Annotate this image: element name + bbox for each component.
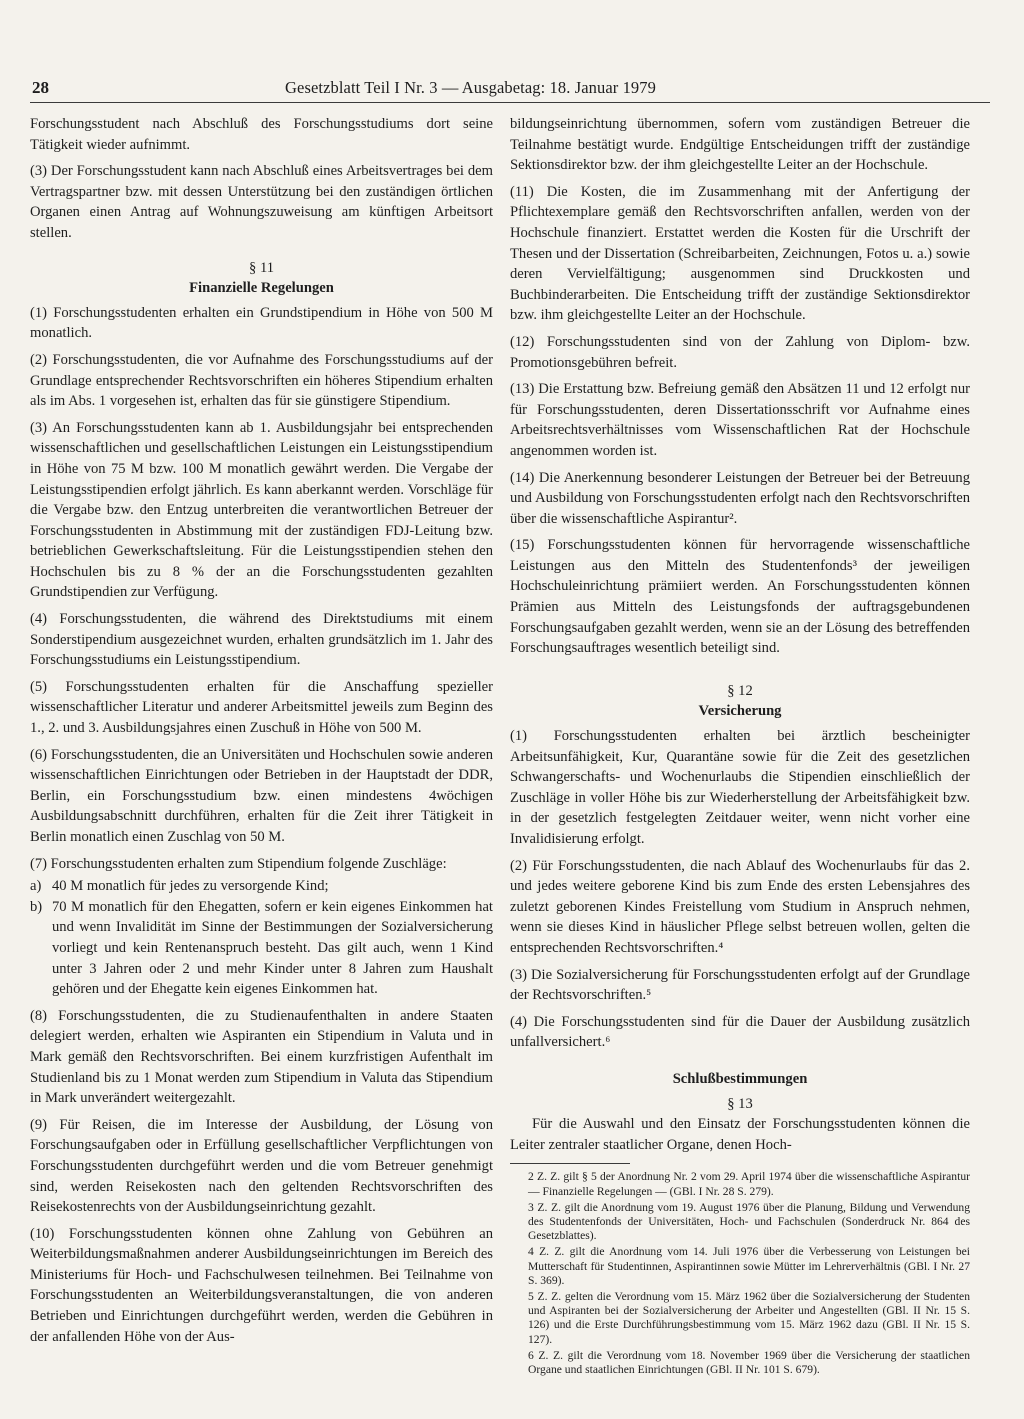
footnote: 2 Z. Z. gilt § 5 der Anordnung Nr. 2 vom 29. April 1974 über die wissenschaftliche Aspirantur — Finanzielle Regelungen — (GBl. I Nr. 28 S. 279). xyxy=(528,1170,970,1198)
header-title: Gesetzblatt Teil I Nr. 3 — Ausgabetag: 18. Januar 1979 xyxy=(285,78,656,97)
paragraph: bildungseinrichtung übernommen, sofern vom zuständigen Betreuer die Teilnahme bestätigt wurde. Endgültige Entscheidungen trifft der zuständige Sektionsdirektor bzw. der ihm gleichgestellte Leiter an der Hochschule. xyxy=(510,116,970,174)
list-item xyxy=(30,897,493,1000)
footnote: 6 Z. Z. gilt die Verordnung vom 18. November 1969 über die Versicherung der staatlichen Organe und staatlichen Einrichtungen (GBl. II Nr. 101 S. 679). xyxy=(528,1348,970,1376)
paragraph: Forschungsstudent nach Abschluß des Forschungsstudiums dort seine Tätigkeit wieder aufnimmt. xyxy=(30,116,493,153)
list-item-label: a) xyxy=(30,878,42,895)
paragraph: (5) Forschungsstudenten erhalten für die Anschaffung spezieller wissenschaftlicher Literatur und anderer Arbeitsmittel jeweils zum Beginn des 1., 2. und 3. Ausbildungsjahres einen Zuschuß in Höhe von 500 M. xyxy=(30,678,493,737)
section-number: § 11 xyxy=(249,259,274,276)
paragraph: (9) Für Reisen, die im Interesse der Ausbildung, der Lösung von Forschungsaufgaben oder in Erfüllung gesellschaftlicher Verpflichtungen von Forschungsstudenten durchgeführt werden und die vom Betreuer genehmigt sind, werden Reisekosten nach den geltenden Rechtsvorschriften des Reisekostenrechts von der Ausbildungseinrichtung gezahlt. xyxy=(30,1116,493,1216)
list-item-label: b) xyxy=(30,898,43,915)
paragraph: (6) Forschungsstudenten, die an Universitäten und Hochschulen sowie anderen wissenschaftlichen Einrichtungen oder Betrieben in der Hauptstadt der DDR, Berlin, ein Forschungsstudium bzw. einen mindestens 4wöchigen Ausbildungsabschnitt durchführen, erhalten für die Zeit ihrer Tätigkeit in Berlin monatlich einen Zuschlag von 50 M. xyxy=(30,746,493,845)
paragraph: (4) Forschungsstudenten, die während des Direktstudiums mit einem Sonderstipendium ausgezeichnet wurden, erhalten grundsätzlich im 1. Jahr des Forschungsstudiums ein Leistungsstipendium. xyxy=(30,611,493,669)
footnote: 3 Z. Z. gilt die Anordnung vom 19. August 1976 über die Planung, Bildung und Verwendung des Studentenfonds der Universitäten, Hoch- und Fachschulen (Sonderdruck Nr. 864 des Gesetzblattes). xyxy=(528,1200,970,1243)
footnote-divider xyxy=(510,1163,630,1164)
paragraph: (7) Forschungsstudenten erhalten zum Stipendium folgende Zuschläge: xyxy=(30,855,447,872)
paragraph: (11) Die Kosten, die im Zusammenhang mit der Anfertigung der Pflichtexemplare gemäß den Rechtsvorschriften anfallen, werden von der Hochschule finanziert. Erstattet werden die Kosten für die Urschrift der Thesen und der Dissertation (Schreibarbeiten, Zeichnungen, Fotos u. a.) sowie deren Vervielfältigung; ausgenommen sind Druckkosten und Buchbinderarbeiten. Die Entscheidung trifft der zuständige Sektionsdirektor bzw. ihm gleichgestellte Leiter an der Hochschule. xyxy=(510,183,970,324)
list-item-text: 70 M monatlich für den Ehegatten, sofern er kein eigenes Einkommen hat und wenn Invalidität im Sinne der Bestimmungen der Sozialversicherung vorliegt und kein Rentenanspruch besteht. Das gilt auch, wenn 1 Kind unter 3 Jahren oder 2 und mehr Kinder unter 8 Jahren zum Haushalt gehören und der Ehegatte kein eigenes Einkommen hat. xyxy=(52,898,493,998)
page-header xyxy=(30,76,990,103)
supplement-list xyxy=(30,876,493,1000)
paragraph: (2) Forschungsstudenten, die vor Aufnahme des Forschungsstudiums auf der Grundlage entsprechender Rechtsvorschriften ein höheres Stipendium erhalten als im Abs. 1 vorgesehen ist, erhalten das für sie günstigere Stipendium. xyxy=(30,351,493,410)
paragraph: (8) Forschungsstudenten, die zu Studienaufenthalten in andere Staaten delegiert werden, erhalten wie Aspiranten ein Stipendium in Valuta und in Mark gemäß den Rechtsvorschriften. Bei einem kurzfristigen Aufenthalt im Studienland bis zu 1 Monat werden zum Stipendium in Valuta das Stipendium in Mark unverändert weitergezahlt. xyxy=(30,1007,493,1107)
paragraph: Für die Auswahl und den Einsatz der Forschungsstudenten können die Leiter zentraler staatlicher Organe, denen Hoch- xyxy=(510,1116,970,1153)
left-column xyxy=(30,114,493,1353)
paragraph: (12) Forschungsstudenten sind von der Zahlung von Diplom- bzw. Promotionsgebühren befreit. xyxy=(510,333,970,371)
paragraph: (4) Die Forschungsstudenten sind für die Dauer der Ausbildung zusätzlich unfallversichert.⁶ xyxy=(510,1013,970,1051)
paragraph: (15) Forschungsstudenten können für hervorragende wissenschaftliche Leistungen aus den Mitteln des Studentenfonds³ der jeweiligen Hochschuleinrichtung prämiiert werden. An Forschungsstudenten können Prämien aus Mitteln des Leistungsfonds der auftragsgebundenen Forschungsaufgaben gezahlt werden, wenn sie an der Lösung des betreffenden Forschungsauftrages wesentlich beteiligt sind. xyxy=(510,537,970,657)
right-column xyxy=(510,114,970,1379)
page-number: 28 xyxy=(32,78,49,97)
paragraph: (3) Der Forschungsstudent kann nach Abschluß eines Arbeitsvertrages bei dem Vertragspartner bzw. mit dessen Unterstützung bei den zuständigen örtlichen Organen einen Antrag auf Wohnungszuweisung am künftigen Arbeitsort stellen. xyxy=(30,163,493,241)
paragraph: (1) Forschungsstudenten erhalten bei ärztlich bescheinigter Arbeitsunfähigkeit, Kur, Quarantäne sowie für die Zeit des gesetzlichen Schwangerschafts- und Wochenurlaubs die Stipendien einschließlich der Zuschläge in voller Höhe bis zur Wiederherstellung der Arbeitsfähigkeit bzw. in der gesetzlich festgelegten Zeitdauer weiter, wenn nicht vorher eine Invalidisierung erfolgt. xyxy=(510,728,970,847)
paragraph: (14) Die Anerkennung besonderer Leistungen der Betreuer bei der Betreuung und Ausbildung von Forschungsstudenten erfolgt nach den Rechtsvorschriften über die wissenschaftliche Aspirantur². xyxy=(510,469,970,527)
section-title: Finanzielle Regelungen xyxy=(189,280,334,297)
paragraph: (1) Forschungsstudenten erhalten ein Grundstipendium in Höhe von 500 M monatlich. xyxy=(30,304,493,342)
section-number: § 12 xyxy=(727,682,753,699)
paragraph: (3) Die Sozialversicherung für Forschungsstudenten erfolgt auf der Grundlage der Rechtsvorschriften.⁵ xyxy=(510,966,970,1004)
paragraph: (3) An Forschungsstudenten kann ab 1. Ausbildungsjahr bei entsprechenden wissenschaftlichen und gesellschaftlichen Leistungen ein Leistungsstipendium in Höhe von 75 M bzw. 100 M monatlich gewährt werden. Die Vergabe der Leistungsstipendien erfolgt jährlich. Es kann aberkannt werden. Vorschläge für die Vergabe bzw. den Entzug unterbreiten die verantwortlichen Betreuer der Forschungsstudenten in Abstimmung mit der zuständigen FDJ-Leitung bzw. betrieblichen Gewerkschaftsleitung. Für die Leistungsstipendien stehen den Hochschulen bis zu 8 % der an die Forschungsstudenten gezahlten Grundstipendien zur Verfügung. xyxy=(30,419,493,601)
footnote: 5 Z. Z. gelten die Verordnung vom 15. März 1962 über die Sozialversicherung der Studenten und Aspiranten bei der Sozialversicherung der Arbeiter und Angestellten (GBl. II Nr. 15 S. 126) und die Erste Durchführungsbestimmung vom 15. März 1962 dazu (GBl. II Nr. 15 S. 127). xyxy=(528,1289,970,1346)
paragraph: (13) Die Erstattung bzw. Befreiung gemäß den Absätzen 11 und 12 erfolgt nur für Forschungsstudenten, deren Dissertationsschrift vor Aufnahme eines Arbeitsrechtsverhältnisses vom Wissenschaftlichen Rat der Hochschule angenommen worden ist. xyxy=(510,381,970,459)
footnotes xyxy=(510,1170,970,1377)
paragraph: (10) Forschungsstudenten können ohne Zahlung von Gebühren an Weiterbildungsmaßnahmen anderer Ausbildungseinrichtungen im Bereich des Ministeriums für Hoch- und Fachschulwesen teilnehmen. Bei Teilnahme von Forschungsstudenten an Weiterbildungsveranstaltungen, die von anderen Betrieben und Einrichtungen durchgeführt werden, werden die Gebühren in der anfallenden Höhe von der Aus- xyxy=(30,1225,493,1345)
footnote: 4 Z. Z. gilt die Anordnung vom 14. Juli 1976 über die Verbesserung von Leistungen bei Mutterschaft für Studentinnen, Aspirantinnen sowie Mütter im Lehrerverhältnis (GBl. I Nr. 27 S. 369). xyxy=(528,1245,970,1287)
final-provisions-title: Schlußbestimmungen xyxy=(672,1070,808,1087)
section-number: § 13 xyxy=(727,1095,753,1112)
paragraph: (2) Für Forschungsstudenten, die nach Ablauf des Wochenurlaubs für das 2. und jedes weitere geborene Kind bis zum Ende des ersten Lebensjahres des zuletzt geborenen Kindes Freistellung vom Studium in Anspruch nehmen, wenn sie dieses Kind in häuslicher Pflege selbst betreuen wollen, gelten die entsprechenden Rechtsvorschriften.⁴ xyxy=(510,857,970,956)
list-item-text: 40 M monatlich für jedes zu versorgende Kind; xyxy=(52,878,329,895)
list-item xyxy=(30,876,493,897)
section-title: Versicherung xyxy=(698,703,782,720)
